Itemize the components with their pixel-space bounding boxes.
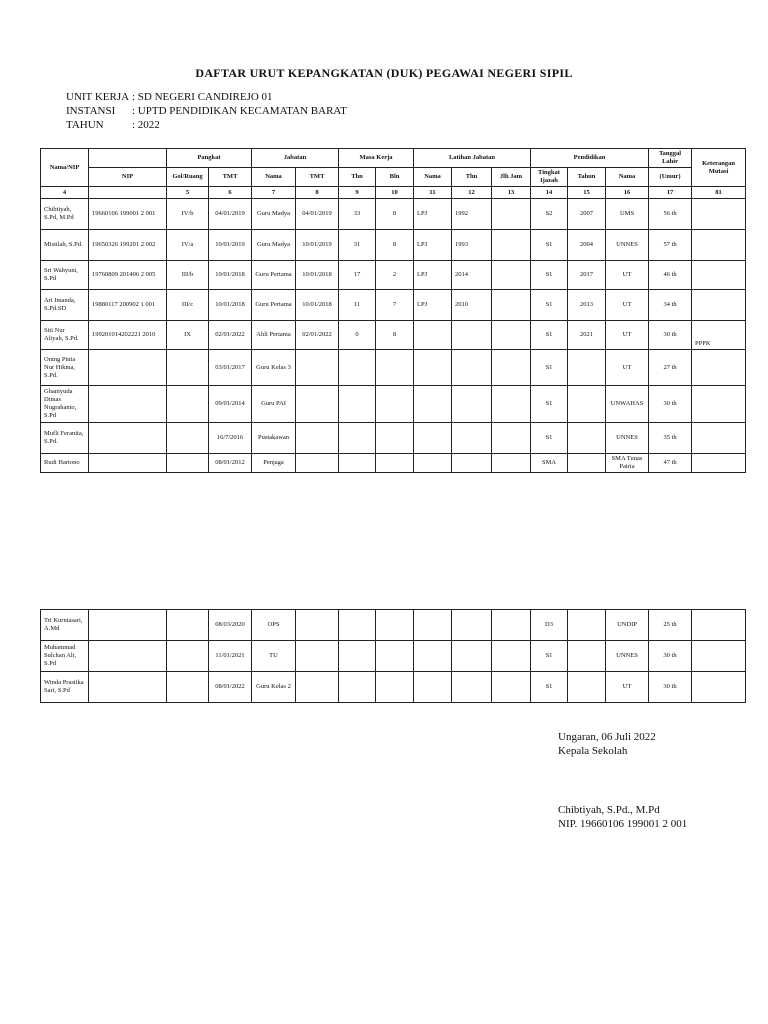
signature-block — [558, 730, 656, 758]
table-cell — [692, 290, 746, 321]
table-cell — [492, 230, 531, 261]
table-cell — [452, 386, 492, 423]
header-pangkat: Pangkat — [167, 149, 252, 168]
table-cell — [339, 610, 376, 641]
table-cell — [167, 610, 209, 641]
column-number: 9 — [339, 187, 376, 199]
table-cell: 1993 — [452, 230, 492, 261]
header-tmt-jabatan: TMT — [296, 168, 339, 187]
table-cell: 19760809 201406 2 005 — [89, 261, 167, 290]
table-cell — [492, 290, 531, 321]
table-cell — [296, 386, 339, 423]
table-cell: 8 — [376, 321, 414, 350]
header-tingkat-ijazah: Tingkat Ijazah — [531, 168, 568, 187]
table-cell — [452, 641, 492, 672]
table-cell: 31 — [339, 230, 376, 261]
table-cell — [452, 350, 492, 386]
table-cell: IV/b — [167, 199, 209, 230]
table-cell: SMA — [531, 454, 568, 473]
table-cell: 56 th — [649, 199, 692, 230]
table-cell: S1 — [531, 386, 568, 423]
table-cell — [452, 454, 492, 473]
table-row — [41, 261, 746, 290]
table-cell: 34 th — [649, 290, 692, 321]
table-cell: 33 — [339, 199, 376, 230]
table-cell: Tri Kurniasari, A.Md — [41, 610, 89, 641]
table-row — [41, 199, 746, 230]
header-keterangan-mutasi: Keterangan Mutasi — [692, 149, 746, 187]
table-cell — [376, 350, 414, 386]
table-cell: S1 — [531, 423, 568, 454]
column-number: 14 — [531, 187, 568, 199]
table-cell: UMS — [606, 199, 649, 230]
table-cell — [492, 350, 531, 386]
column-number: 17 — [649, 187, 692, 199]
table-cell — [89, 350, 167, 386]
duk-table — [40, 148, 746, 473]
table-cell: UNNES — [606, 423, 649, 454]
table-cell: 08/01/2012 — [209, 454, 252, 473]
column-number: 8 — [296, 187, 339, 199]
table-cell: 11 — [339, 290, 376, 321]
table-cell: Oning Pinta Nur Hikma, S.Pd. — [41, 350, 89, 386]
table-cell: 04/01/2019 — [296, 199, 339, 230]
table-cell — [492, 672, 531, 703]
table-cell: 08/03/2020 — [209, 610, 252, 641]
table-cell: III/c — [167, 290, 209, 321]
table-cell — [568, 423, 606, 454]
table-cell — [568, 641, 606, 672]
table-cell — [492, 199, 531, 230]
header-blank — [89, 149, 167, 168]
table-cell — [376, 423, 414, 454]
table-cell: Winda Prastika Sari, S.Pd — [41, 672, 89, 703]
table-cell: 17 — [339, 261, 376, 290]
table-cell — [692, 386, 746, 423]
header-jabatan: Jabatan — [252, 149, 339, 168]
table-cell — [492, 454, 531, 473]
table-cell — [296, 350, 339, 386]
table-cell — [452, 321, 492, 350]
table-cell — [296, 641, 339, 672]
table-cell — [89, 386, 167, 423]
table-cell: 19650326 199201 2 002 — [89, 230, 167, 261]
meta-value: : UPTD PENDIDIKAN KECAMATAN BARAT — [132, 105, 347, 117]
table-row — [41, 672, 746, 703]
table-cell: Guru Madya — [252, 199, 296, 230]
table-cell: Guru Pertama — [252, 261, 296, 290]
table-cell: Muhammad Sulchan Ali, S.Pd — [41, 641, 89, 672]
signature-place-date: Ungaran, 06 Juli 2022 — [558, 731, 656, 743]
table-cell — [339, 423, 376, 454]
table-cell: UNWAHAS — [606, 386, 649, 423]
table-cell — [414, 386, 452, 423]
meta-label: INSTANSI — [66, 105, 116, 117]
header-nama-jabatan: Nama — [252, 168, 296, 187]
column-number: 11 — [414, 187, 452, 199]
table-cell: 10/01/2018 — [209, 290, 252, 321]
column-number — [89, 187, 167, 199]
table-cell — [492, 641, 531, 672]
column-number: 4 — [41, 187, 89, 199]
table-cell: 10/01/2018 — [296, 290, 339, 321]
table-cell: 2021 — [568, 321, 606, 350]
column-number: 10 — [376, 187, 414, 199]
table-cell: UNNES — [606, 641, 649, 672]
table-cell — [492, 321, 531, 350]
table-cell: 11/01/2021 — [209, 641, 252, 672]
table-cell: 25 th — [649, 610, 692, 641]
table-cell — [452, 423, 492, 454]
signature-nip: NIP. 19660106 199001 2 001 — [558, 818, 688, 830]
table-row — [41, 641, 746, 672]
column-number: 13 — [492, 187, 531, 199]
table-cell: 7 — [376, 290, 414, 321]
header-bln: Bln — [376, 168, 414, 187]
table-cell: TU — [252, 641, 296, 672]
table-cell — [492, 610, 531, 641]
table-cell — [167, 423, 209, 454]
table-cell — [167, 672, 209, 703]
table-cell: UT — [606, 261, 649, 290]
header-thn: Thn — [339, 168, 376, 187]
table-cell — [492, 261, 531, 290]
table-cell: 8 — [376, 199, 414, 230]
table-cell: 2007 — [568, 199, 606, 230]
table-cell — [339, 454, 376, 473]
table-row — [41, 290, 746, 321]
table-cell: Ari Imanda, S.Pd.SD — [41, 290, 89, 321]
table-cell: S1 — [531, 672, 568, 703]
table-cell — [568, 386, 606, 423]
table-cell: UT — [606, 672, 649, 703]
table-cell — [692, 423, 746, 454]
table-cell — [692, 641, 746, 672]
header-nama-pendidikan: Nama — [606, 168, 649, 187]
header-nip: NIP — [89, 168, 167, 187]
table-cell: 0 — [339, 321, 376, 350]
table-cell — [692, 610, 746, 641]
table-cell: UNNES — [606, 230, 649, 261]
table-cell: LPJ — [414, 230, 452, 261]
table-cell: IX — [167, 321, 209, 350]
table-cell — [296, 672, 339, 703]
table-cell: LPJ — [414, 261, 452, 290]
table-row — [41, 230, 746, 261]
table-cell: 30 th — [649, 672, 692, 703]
table-cell: Sri Wahyuni, S.Pd — [41, 261, 89, 290]
table-cell — [452, 610, 492, 641]
signature-name-block — [558, 803, 687, 831]
table-cell — [296, 610, 339, 641]
header-tahun: Tahun — [568, 168, 606, 187]
table-cell: 2013 — [568, 290, 606, 321]
table-cell — [167, 641, 209, 672]
meta-row — [66, 104, 347, 118]
table-cell — [414, 423, 452, 454]
table-cell — [414, 610, 452, 641]
table-cell: S1 — [531, 641, 568, 672]
table-cell: 10/01/2019 — [209, 230, 252, 261]
table-cell: S1 — [531, 290, 568, 321]
signature-name: Chibtiyah, S.Pd., M.Pd — [558, 804, 660, 816]
table-cell — [296, 454, 339, 473]
table-cell: LPJ — [414, 290, 452, 321]
table-cell: 35 th — [649, 423, 692, 454]
table-cell: 199201014202221 2010 — [89, 321, 167, 350]
table-row — [41, 610, 746, 641]
signature-role: Kepala Sekolah — [558, 745, 628, 757]
table-cell: UT — [606, 290, 649, 321]
table-cell: 03/01/2017 — [209, 350, 252, 386]
table-cell: 02/01/2022 — [296, 321, 339, 350]
column-number: 16 — [606, 187, 649, 199]
header-pendidikan: Pendidikan — [531, 149, 649, 168]
table-cell — [414, 641, 452, 672]
table-cell: 27 th — [649, 350, 692, 386]
table-cell — [376, 641, 414, 672]
table-cell — [167, 454, 209, 473]
meta-label: UNIT KERJA — [66, 91, 130, 103]
table-cell: Guru Kelas 3 — [252, 350, 296, 386]
table-cell: UT — [606, 350, 649, 386]
table-cell: 46 th — [649, 261, 692, 290]
table-cell: Siti Nur Aliyah, S.Pd. — [41, 321, 89, 350]
table-cell — [568, 672, 606, 703]
table-cell: SMA Tunas Patria — [606, 454, 649, 473]
table-cell — [692, 350, 746, 386]
meta-row — [66, 118, 347, 132]
meta-value: : SD NEGERI CANDIREJO 01 — [132, 91, 273, 103]
table-cell: III/b — [167, 261, 209, 290]
column-number: 6 — [209, 187, 252, 199]
table-cell — [692, 230, 746, 261]
table-cell — [339, 672, 376, 703]
table-cell: Mistilah, S.Pd. — [41, 230, 89, 261]
table-cell: 30 th — [649, 386, 692, 423]
table-cell: S1 — [531, 230, 568, 261]
table-cell — [692, 199, 746, 230]
table-row — [41, 350, 746, 386]
table-cell: Mufli Feranita, S.Pd. — [41, 423, 89, 454]
table-cell: S1 — [531, 350, 568, 386]
table-cell — [89, 423, 167, 454]
table-cell: 8 — [376, 230, 414, 261]
header-tmt: TMT — [209, 168, 252, 187]
header-nama-nip: Nama/NIP — [41, 149, 89, 187]
table-cell: 47 th — [649, 454, 692, 473]
table-cell — [376, 610, 414, 641]
table-cell — [89, 641, 167, 672]
table-cell: Guru Kelas 2 — [252, 672, 296, 703]
table-cell: 09/01/2014 — [209, 386, 252, 423]
column-number: 12 — [452, 187, 492, 199]
table-cell: Penjaga — [252, 454, 296, 473]
header-thn-latihan: Thn — [452, 168, 492, 187]
header-gol-ruang: Gol/Ruang — [167, 168, 209, 187]
table-cell: 30 th — [649, 641, 692, 672]
table-cell — [692, 672, 746, 703]
table-cell — [167, 386, 209, 423]
table-cell: 10/01/2019 — [296, 230, 339, 261]
table-cell: 04/01/2019 — [209, 199, 252, 230]
column-number: 15 — [568, 187, 606, 199]
table-cell: 2 — [376, 261, 414, 290]
table-cell — [414, 454, 452, 473]
table-cell: 10/01/2018 — [296, 261, 339, 290]
table-cell — [568, 350, 606, 386]
table-cell: 19660106 199001 2 001 — [89, 199, 167, 230]
table-row — [41, 454, 746, 473]
column-number: 81 — [692, 187, 746, 199]
table-cell — [492, 386, 531, 423]
table-cell: 57 th — [649, 230, 692, 261]
table-cell: Pustakawan — [252, 423, 296, 454]
table-cell — [167, 350, 209, 386]
table-row — [41, 386, 746, 423]
table-cell: 16/7/2016 — [209, 423, 252, 454]
table-cell: S2 — [531, 199, 568, 230]
meta-value: : 2022 — [132, 119, 160, 131]
table-cell — [376, 386, 414, 423]
meta-row — [66, 90, 347, 104]
table-cell — [89, 672, 167, 703]
table-cell — [452, 672, 492, 703]
table-row — [41, 423, 746, 454]
document-title: DAFTAR URUT KEPANGKATAN (DUK) PEGAWAI NEGERI SIPIL — [195, 66, 573, 80]
duk-table-continued — [40, 609, 746, 703]
table-cell: Chibtiyah, S.Pd, M.Pd — [41, 199, 89, 230]
table-cell — [339, 350, 376, 386]
header-tanggal-lahir: Tanggal Lahir — [649, 149, 692, 168]
table-cell: PPPK — [692, 321, 746, 350]
table-cell — [89, 610, 167, 641]
table-cell — [414, 350, 452, 386]
table-cell: LPJ — [414, 199, 452, 230]
header-jlh-jam: Jlh Jam — [492, 168, 531, 187]
table-cell: 19880117 200902 1 001 — [89, 290, 167, 321]
table-cell — [376, 672, 414, 703]
meta-label: TAHUN — [66, 119, 104, 131]
table-cell: 10/01/2018 — [209, 261, 252, 290]
table-cell — [568, 454, 606, 473]
table-cell: 1992 — [452, 199, 492, 230]
header-masa-kerja: Masa Kerja — [339, 149, 414, 168]
table-cell — [568, 610, 606, 641]
table-cell — [414, 321, 452, 350]
table-cell: 30 th — [649, 321, 692, 350]
table-cell — [692, 454, 746, 473]
table-cell: 2010 — [452, 290, 492, 321]
table-cell: D3 — [531, 610, 568, 641]
table-cell — [339, 641, 376, 672]
table-cell: 02/01/2022 — [209, 321, 252, 350]
table-cell — [296, 423, 339, 454]
table-cell — [89, 454, 167, 473]
table-cell: 2017 — [568, 261, 606, 290]
header-latihan-jabatan: Latihan Jabatan — [414, 149, 531, 168]
column-number: 7 — [252, 187, 296, 199]
column-number: 5 — [167, 187, 209, 199]
table-cell: Rudi Hartono — [41, 454, 89, 473]
table-cell — [339, 386, 376, 423]
table-cell: OPS — [252, 610, 296, 641]
document-meta — [66, 90, 347, 132]
table-cell: Guru Pertama — [252, 290, 296, 321]
table-cell — [492, 423, 531, 454]
table-cell: Guru PAI — [252, 386, 296, 423]
table-cell — [376, 454, 414, 473]
header-umur: (Umur) — [649, 168, 692, 187]
table-cell: Ghaniyuda Dimas Nugrahanto, S.Pd — [41, 386, 89, 423]
table-cell: IV/a — [167, 230, 209, 261]
table-cell: UT — [606, 321, 649, 350]
table-cell: Guru Madya — [252, 230, 296, 261]
table-cell: S1 — [531, 261, 568, 290]
table-cell: 08/01/2022 — [209, 672, 252, 703]
table-cell: UNDIP — [606, 610, 649, 641]
table-cell: 2004 — [568, 230, 606, 261]
table-cell: S1 — [531, 321, 568, 350]
table-cell — [692, 261, 746, 290]
column-number-row — [41, 187, 746, 199]
table-cell: Ahli Pertama — [252, 321, 296, 350]
table-row — [41, 321, 746, 350]
table-cell: 2014 — [452, 261, 492, 290]
header-nama-latihan: Nama — [414, 168, 452, 187]
table-cell — [414, 672, 452, 703]
